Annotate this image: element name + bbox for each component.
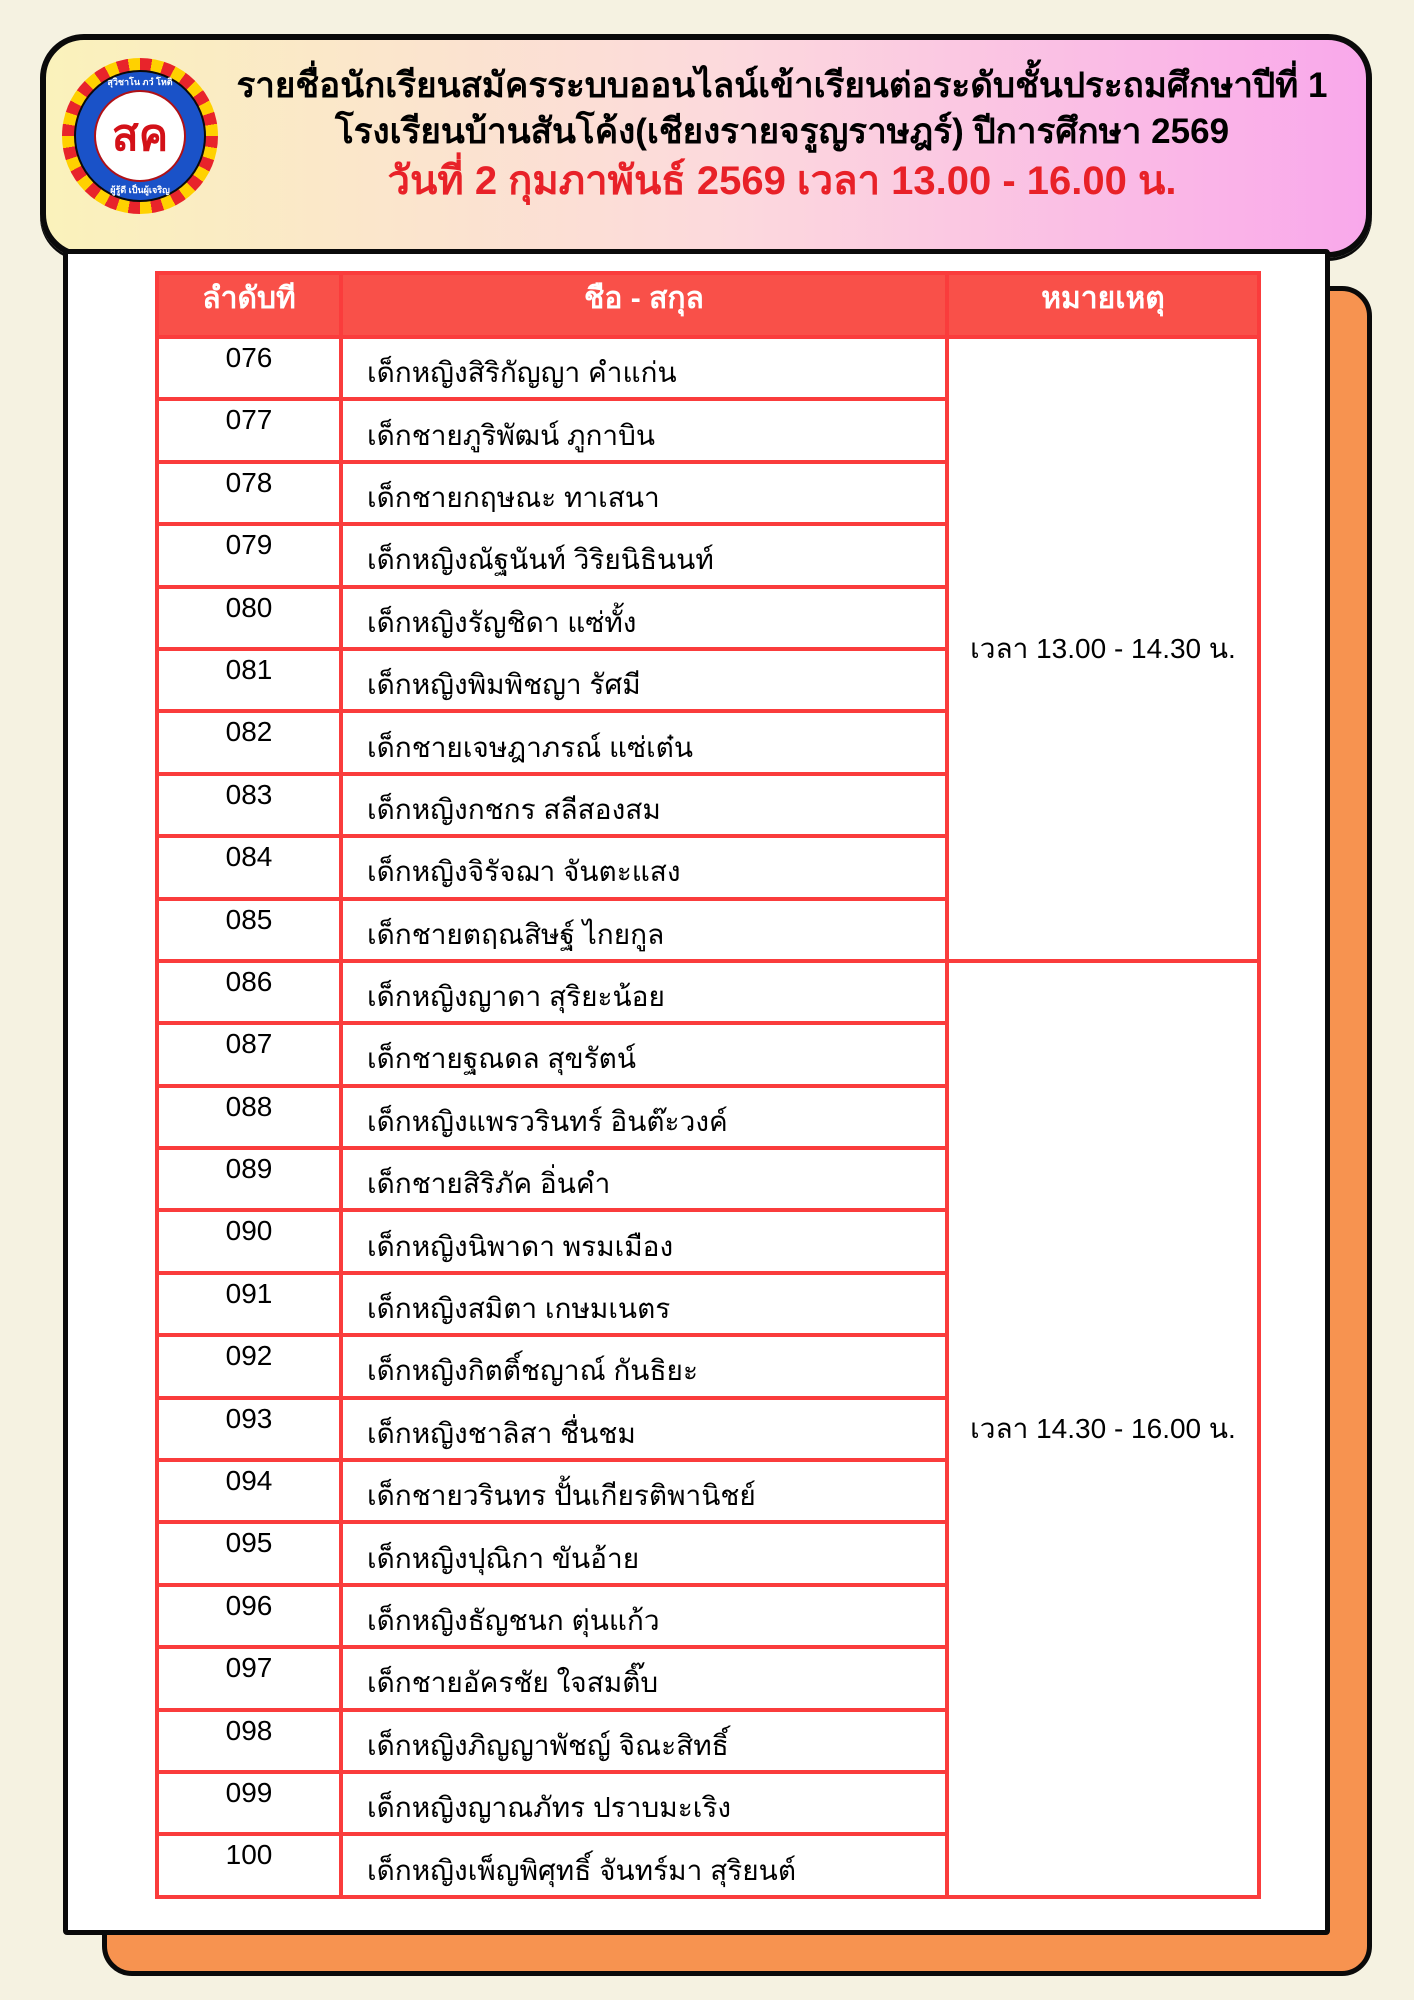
row-number: 080	[157, 587, 341, 649]
student-name: เด็กหญิงนิพาดา พรมเมือง	[341, 1210, 947, 1272]
column-header-2: ชือ - สกุล	[341, 273, 947, 337]
student-name: เด็กหญิงรัญชิดา แซ่ทั้ง	[341, 587, 947, 649]
remark-timeslot-2: เวลา 14.30 - 16.00 น.	[947, 961, 1259, 1897]
row-number: 096	[157, 1585, 341, 1647]
student-name: เด็กหญิงญาณภัทร ปราบมะเริง	[341, 1772, 947, 1834]
logo-monogram-text: สค	[111, 111, 169, 160]
row-number: 078	[157, 462, 341, 524]
row-number: 076	[157, 337, 341, 399]
row-number: 099	[157, 1772, 341, 1834]
row-number: 094	[157, 1460, 341, 1522]
row-number: 098	[157, 1710, 341, 1772]
student-name: เด็กหญิงธัญชนก ตุ่นแก้ว	[341, 1585, 947, 1647]
logo-monogram	[94, 90, 186, 182]
student-name: เด็กหญิงแพรวรินทร์ อินต๊ะวงค์	[341, 1086, 947, 1148]
student-name: เด็กชายเจษฎาภรณ์ แซ่เต๋น	[341, 711, 947, 773]
student-name: เด็กชายกฤษณะ ทาเสนา	[341, 462, 947, 524]
row-number: 092	[157, 1335, 341, 1397]
student-name: เด็กหญิงจิรัจฌา จันตะแสง	[341, 836, 947, 898]
student-name: เด็กหญิงญาดา สุริยะน้อย	[341, 961, 947, 1023]
student-name: เด็กหญิงเพ็ญพิศุทธิ์ จันทร์มา สุริยนต์	[341, 1834, 947, 1896]
row-number: 087	[157, 1023, 341, 1085]
student-name: เด็กหญิงชาลิสา ชื่นชม	[341, 1398, 947, 1460]
student-name: เด็กชายวรินทร ปั้นเกียรติพานิชย์	[341, 1460, 947, 1522]
student-name: เด็กชายตฤณสิษฐ์ ไกยกูล	[341, 899, 947, 961]
row-number: 100	[157, 1834, 341, 1896]
student-name: เด็กชายฐณดล สุขรัตน์	[341, 1023, 947, 1085]
student-name: เด็กหญิงณัฐนันท์ วิริยนิธินนท์	[341, 524, 947, 586]
row-number: 095	[157, 1522, 341, 1584]
row-number: 086	[157, 961, 341, 1023]
student-name: เด็กหญิงพิมพิชญา รัศมี	[341, 649, 947, 711]
logo-motto-top: สุวิชาโน ภวํ โหติ	[107, 77, 173, 87]
row-number: 091	[157, 1273, 341, 1335]
row-number: 089	[157, 1148, 341, 1210]
student-name: เด็กหญิงสมิตา เกษมเนตร	[341, 1273, 947, 1335]
student-name: เด็กหญิงกิตติ์ชญาณ์ กันธิยะ	[341, 1335, 947, 1397]
row-number: 097	[157, 1647, 341, 1709]
student-name: เด็กหญิงภิญญาพัชญ์ จิณะสิทธิ์	[341, 1710, 947, 1772]
school-logo	[62, 58, 218, 214]
row-number: 083	[157, 774, 341, 836]
logo-ring	[74, 70, 206, 202]
row-number: 085	[157, 899, 341, 961]
row-number: 093	[157, 1398, 341, 1460]
student-name: เด็กชายสิริภัค อิ่นคำ	[341, 1148, 947, 1210]
student-name: เด็กหญิงสิริกัญญา คำแก่น	[341, 337, 947, 399]
column-header-1: ลำดับที	[157, 273, 341, 337]
row-number: 077	[157, 399, 341, 461]
student-name: เด็กหญิงกชกร สลีสองสม	[341, 774, 947, 836]
row-number: 084	[157, 836, 341, 898]
row-number: 088	[157, 1086, 341, 1148]
page-title: รายชื่อนักเรียนสมัครระบบออนไลน์เข้าเรียนต่อระดับชั้นประถมศึกษาปีที่ 1	[236, 66, 1328, 105]
student-name: เด็กชายอัครชัย ใจสมติ๊บ	[341, 1647, 947, 1709]
row-number: 082	[157, 711, 341, 773]
header-titles	[222, 40, 1342, 206]
event-datetime: วันที่ 2 กุมภาพันธ์ 2569 เวลา 13.00 - 16.00 น.	[387, 159, 1177, 203]
logo-motto-bottom: ผู้รู้ดี เป็นผู้เจริญ	[110, 185, 170, 195]
student-name: เด็กหญิงปุณิกา ขันอ้าย	[341, 1522, 947, 1584]
school-name: โรงเรียนบ้านสันโค้ง(เชียงรายจรูญราษฎร์) ปีการศึกษา 2569	[334, 112, 1230, 151]
student-name: เด็กชายภูริพัฒน์ ภูกาบิน	[341, 399, 947, 461]
row-number: 081	[157, 649, 341, 711]
header-banner	[40, 34, 1372, 258]
row-number: 079	[157, 524, 341, 586]
remark-timeslot-1: เวลา 13.00 - 14.30 น.	[947, 337, 1259, 961]
row-number: 090	[157, 1210, 341, 1272]
column-header-3: หมายเหตุ	[947, 273, 1259, 337]
student-table	[155, 271, 1261, 1899]
